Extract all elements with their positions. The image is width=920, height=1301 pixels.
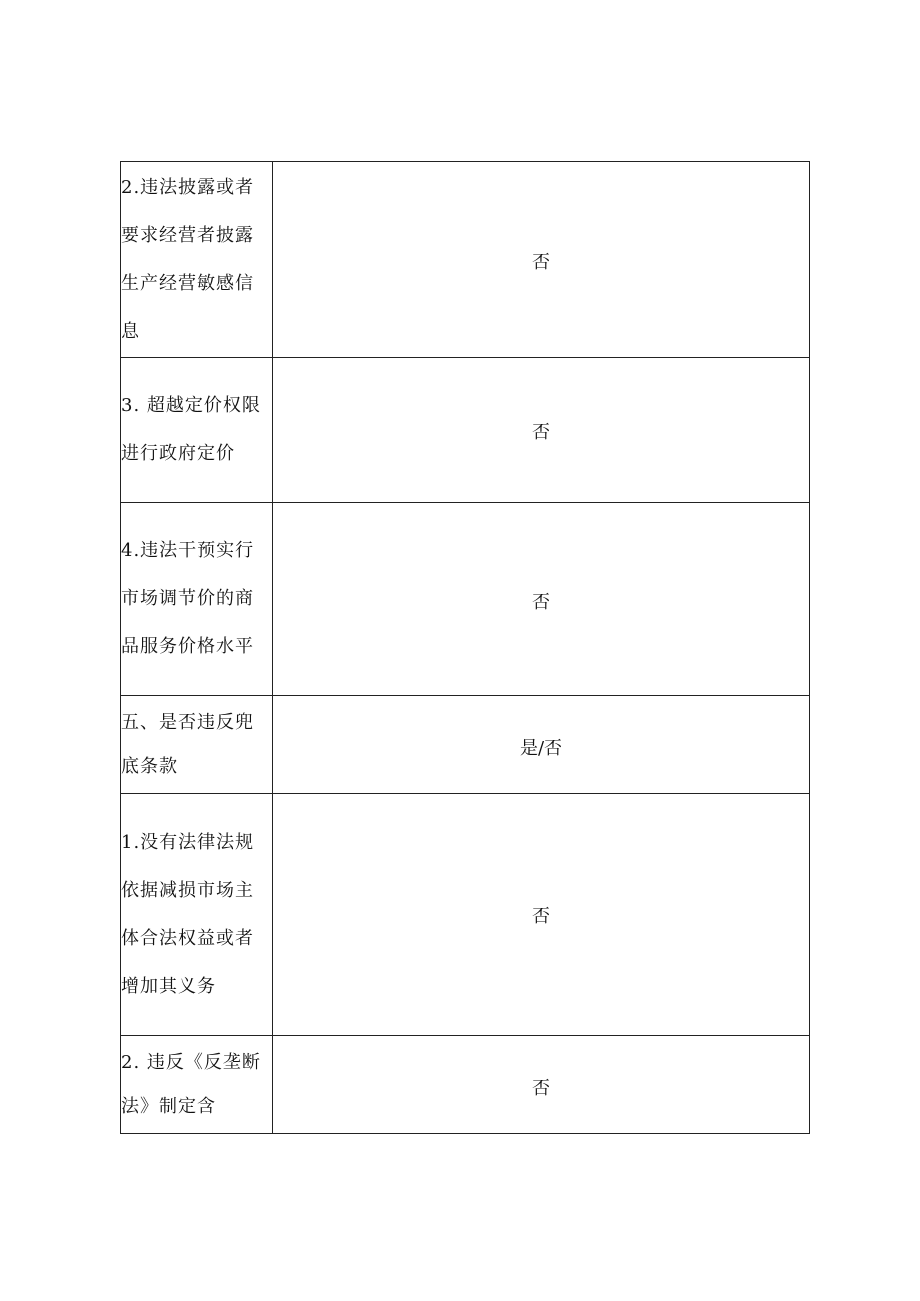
review-item-text: 1.没有法律法规依据减损市场主体合法权益或者增加其义务 (121, 831, 255, 997)
review-item-text: 4.违法干预实行市场调节价的商品服务价格水平 (121, 540, 255, 657)
review-answer-text: 是/否 (519, 737, 563, 759)
review-answer-cell (273, 696, 810, 794)
table-row (121, 358, 810, 503)
review-table (120, 161, 810, 1134)
review-item-text: 3. 超越定价权限进行政府定价 (121, 395, 261, 464)
review-item-text: 2.违法披露或者要求经营者披露生产经营敏感信息 (121, 176, 255, 342)
review-answer-cell (273, 1036, 810, 1134)
table-row (121, 162, 810, 358)
table-row (121, 503, 810, 696)
review-item-cell (121, 358, 273, 503)
review-item-cell (121, 794, 273, 1036)
table-row (121, 794, 810, 1036)
review-item-text: 2. 违反《反垄断法》制定含 (121, 1051, 261, 1117)
review-answer-text: 否 (532, 905, 550, 927)
review-answer-text: 否 (532, 422, 550, 443)
review-answer-cell (273, 358, 810, 503)
review-answer-text: 否 (532, 1077, 550, 1099)
table-row (121, 1036, 810, 1134)
section-heading-cell (121, 696, 273, 794)
review-item-cell (121, 503, 273, 696)
review-answer-cell (273, 503, 810, 696)
review-item-cell (121, 162, 273, 358)
table-row (121, 696, 810, 794)
review-item-cell (121, 1036, 273, 1134)
review-answer-text: 否 (532, 592, 550, 613)
section-heading-text: 五、是否违反兜底条款 (121, 711, 254, 777)
review-answer-cell (273, 162, 810, 358)
review-answer-cell (273, 794, 810, 1036)
review-answer-text: 否 (532, 251, 550, 273)
